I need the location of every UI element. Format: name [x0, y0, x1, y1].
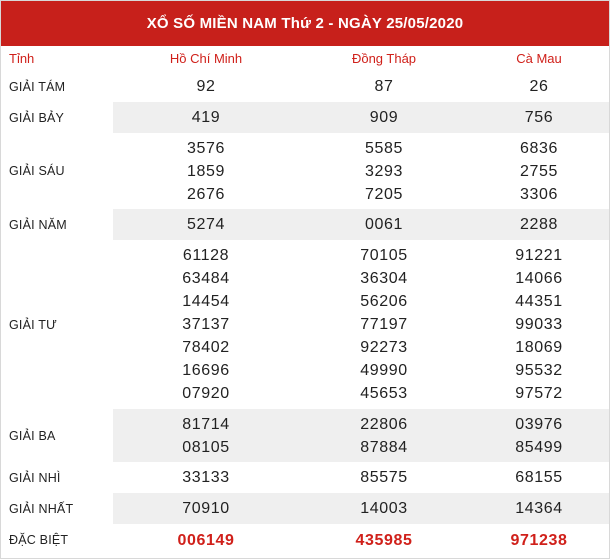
prize-number: 22806: [360, 415, 408, 433]
prize-cell: [299, 102, 469, 133]
prize-number: 87: [374, 78, 394, 95]
prize-number: 07920: [182, 385, 230, 402]
prize-cell: [113, 524, 299, 556]
prize-number: 419: [191, 109, 221, 126]
prize-number: 70105: [360, 247, 408, 264]
prize-cell: [469, 71, 609, 102]
prize-cell: [469, 493, 609, 524]
prize-cell: [299, 133, 469, 209]
prize-cell: [113, 133, 299, 209]
prize-number: 08105: [182, 438, 230, 456]
prize-number: 33133: [182, 469, 230, 486]
prize-number: 36304: [360, 270, 408, 287]
prize-number: 63484: [182, 270, 230, 287]
province-ho-chi-minh[interactable]: Hồ Chí Minh: [113, 46, 299, 71]
prize-cell: [113, 462, 299, 493]
prize-number: 1859: [187, 162, 225, 180]
table-header-row: [1, 46, 609, 71]
prize-row: [1, 209, 609, 240]
prize-number: 18069: [515, 339, 563, 356]
prize-name: GIẢI NĂM: [9, 217, 67, 232]
prize-number: 6836: [520, 139, 558, 157]
prize-name: GIẢI TƯ: [9, 317, 57, 332]
prize-cell: [299, 462, 469, 493]
prize-name: GIẢI NHÌ: [9, 470, 61, 485]
prize-row: [1, 240, 609, 409]
prize-row: [1, 71, 609, 102]
prize-number: 85575: [360, 469, 408, 486]
prize-number: 3306: [520, 185, 558, 203]
prize-number: 37137: [182, 316, 230, 333]
prize-number: 81714: [182, 415, 230, 433]
prize-name: GIẢI BA: [9, 428, 56, 443]
prize-name: GIẢI BẢY: [9, 110, 65, 125]
prize-cell: [469, 524, 609, 556]
prize-cell: [113, 209, 299, 240]
prize-cell: [113, 102, 299, 133]
prize-number: 435985: [355, 531, 413, 549]
prize-number: 2676: [187, 185, 225, 203]
prize-cell: [113, 493, 299, 524]
prize-number: 91221: [515, 247, 563, 264]
prize-number: 77197: [360, 316, 408, 333]
results-table: [1, 46, 609, 556]
prize-number: 0061: [365, 216, 403, 233]
prize-number: 971238: [510, 531, 568, 549]
prize-rows: [1, 71, 609, 556]
prize-number: 14454: [182, 293, 230, 310]
province-dong-thap[interactable]: Đồng Tháp: [299, 46, 469, 71]
prize-number: 97572: [515, 385, 563, 402]
prize-row: [1, 462, 609, 493]
prize-number: 92273: [360, 339, 408, 356]
prize-cell: [469, 409, 609, 462]
prize-cell: [113, 240, 299, 409]
prize-number: 14003: [360, 500, 408, 517]
prize-number: 3576: [187, 139, 225, 157]
results-title: XỔ SỐ MIỀN NAM Thứ 2 - NGÀY 25/05/2020: [1, 1, 609, 46]
prize-name: GIẢI NHẤT: [9, 501, 74, 516]
prize-number: 26: [529, 78, 549, 95]
prize-cell: [113, 71, 299, 102]
prize-number: 006149: [177, 531, 235, 549]
prize-number: 49990: [360, 362, 408, 379]
prize-number: 03976: [515, 415, 563, 433]
prize-cell: [469, 102, 609, 133]
prize-cell: [299, 240, 469, 409]
prize-cell: [113, 409, 299, 462]
prize-cell: [299, 493, 469, 524]
prize-cell: [469, 240, 609, 409]
prize-number: 92: [196, 78, 216, 95]
prize-number: 70910: [182, 500, 230, 517]
prize-cell: [299, 409, 469, 462]
prize-number: 909: [369, 109, 399, 126]
prize-number: 756: [524, 109, 554, 126]
prize-cell: [299, 71, 469, 102]
prize-number: 7205: [365, 185, 403, 203]
prize-number: 5274: [187, 216, 225, 233]
prize-number: 61128: [182, 247, 230, 264]
prize-number: 45653: [360, 385, 408, 402]
prize-number: 2288: [520, 216, 558, 233]
prize-number: 95532: [515, 362, 563, 379]
prize-cell: [299, 524, 469, 556]
prize-number: 44351: [515, 293, 563, 310]
prize-cell: [299, 209, 469, 240]
province-column-label: Tỉnh: [1, 46, 113, 71]
prize-row: [1, 102, 609, 133]
prize-cell: [469, 209, 609, 240]
prize-row: [1, 409, 609, 462]
prize-name: GIẢI SÁU: [9, 164, 65, 178]
prize-row: [1, 133, 609, 209]
prize-number: 56206: [360, 293, 408, 310]
prize-name: GIẢI TÁM: [9, 79, 66, 94]
prize-number: 78402: [182, 339, 230, 356]
prize-cell: [469, 133, 609, 209]
prize-number: 5585: [365, 139, 403, 157]
prize-row: [1, 524, 609, 556]
prize-number: 14364: [515, 500, 563, 517]
prize-number: 85499: [515, 438, 563, 456]
prize-number: 99033: [515, 316, 563, 333]
prize-number: 68155: [515, 469, 563, 486]
prize-row: [1, 493, 609, 524]
prize-number: 2755: [520, 162, 558, 180]
prize-number: 3293: [365, 162, 403, 180]
prize-number: 16696: [182, 362, 230, 379]
prize-number: 14066: [515, 270, 563, 287]
prize-number: 87884: [360, 438, 408, 456]
province-ca-mau[interactable]: Cà Mau: [469, 46, 609, 71]
prize-name: ĐẶC BIỆT: [9, 533, 69, 547]
prize-cell: [469, 462, 609, 493]
